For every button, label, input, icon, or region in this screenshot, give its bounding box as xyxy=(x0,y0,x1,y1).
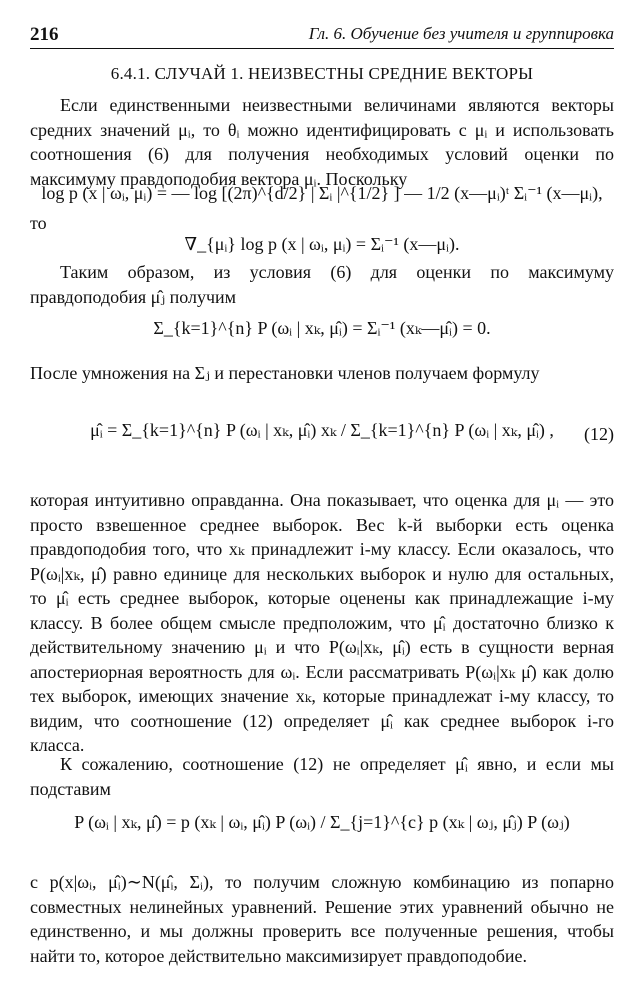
equation-ml-condition xyxy=(30,318,614,339)
equation-mean-estimate-text: μ̂ᵢ = Σ_{k=1}^{n} P (ωᵢ | xₖ, μ̂ᵢ) xₖ / Σ_{k=1}^{n} P (ωᵢ | xₖ, μ̂ᵢ) , xyxy=(90,420,554,440)
paragraph-after-multiplication: После умножения на Σⱼ и перестановки членов получаем формулу xyxy=(30,363,540,383)
paragraph-ml-estimate: Таким образом, из условия (6) для оценки по максимуму правдоподобия μ̂ⱼ получим xyxy=(30,262,614,307)
running-head: Гл. 6. Обучение без учителя и группировка xyxy=(308,24,614,43)
section-title: 6.4.1. СЛУЧАЙ 1. НЕИЗВЕСТНЫ СРЕДНИЕ ВЕКТОРЫ xyxy=(110,64,534,83)
page-number: 216 xyxy=(30,24,59,45)
equation-log-likelihood xyxy=(30,183,614,204)
paragraph-unfortunately: К сожалению, соотношение (12) не определяет μ̂ᵢ явно, и если мы подставим xyxy=(30,754,614,799)
paragraph-intro: Если единственными неизвестными величинами являются векторы средних значений μᵢ, то θᵢ можно идентифицировать с μᵢ и использовать соотношения (6) для получения необходимых условий оценки по максимуму правдоподобия вектора μᵢ. Поскольку xyxy=(30,95,614,189)
header-rule xyxy=(30,48,614,49)
page-header xyxy=(30,24,614,46)
paragraph-interpretation: которая интуитивно оправданна. Она показывает, что оценка для μᵢ — это просто взвешенное среднее выборок. Вес k-й выборки есть оценка правдоподобия того, что xₖ принадлежит i-му классу. Если оказалось, что P(ωᵢ|xₖ, μ̂) равно единице для нескольких выборок и нулю для остальных, то μ̂ᵢ есть среднее выборок, которые оценены как принадлежащие i-му классу. В более общем смысле предположим, что μ̂ᵢ достаточно близко к действительному значению μᵢ и что P(ωᵢ|xₖ, μ̂ᵢ) есть в сущности верная апостериорная вероятность для ωᵢ. Если рассматривать P(ωᵢ|xₖ μ̂) как долю тех выборок, имеющих значение xₖ, которые принадлежат i-му классу, то видим, что соотношение (12) определяет μ̂ᵢ как среднее выборок i-го класса. xyxy=(30,490,614,755)
equation-posterior xyxy=(30,812,614,833)
equation-mean-estimate xyxy=(30,420,614,441)
equation-gradient xyxy=(30,234,614,255)
equation-number-12: (12) xyxy=(584,424,614,444)
equation-log-likelihood-text: log p (x | ωᵢ, μᵢ) = — log [(2π)^{d/2} | Σᵢ |^{1/2} ] — 1/2 (x—μᵢ)ᵗ Σᵢ⁻¹ (x—μᵢ), xyxy=(41,183,603,203)
equation-posterior-text: P (ωᵢ | xₖ, μ̂) = p (xₖ | ωᵢ, μ̂ᵢ) P (ωᵢ) / Σ_{j=1}^{c} p (xₖ | ωⱼ, μ̂ⱼ) P (ωⱼ) xyxy=(74,812,570,832)
word-to: то xyxy=(30,213,47,233)
equation-ml-condition-text: Σ_{k=1}^{n} P (ωᵢ | xₖ, μ̂ᵢ) = Σᵢ⁻¹ (xₖ—μ̂ᵢ) = 0. xyxy=(153,318,491,338)
equation-gradient-text: ∇_{μᵢ} log p (x | ωᵢ, μᵢ) = Σᵢ⁻¹ (x—μᵢ). xyxy=(184,234,460,254)
paragraph-conclusion: с p(x|ωᵢ, μ̂ᵢ)∼N(μ̂ᵢ, Σᵢ), то получим сложную комбинацию из попарно совместных нелинейных уравнений. Решение этих уравнений обычно не единственно, и мы должны проверить все полученные решения, чтобы найти то, которое действительно максимизирует правдоподобие. xyxy=(30,872,614,966)
